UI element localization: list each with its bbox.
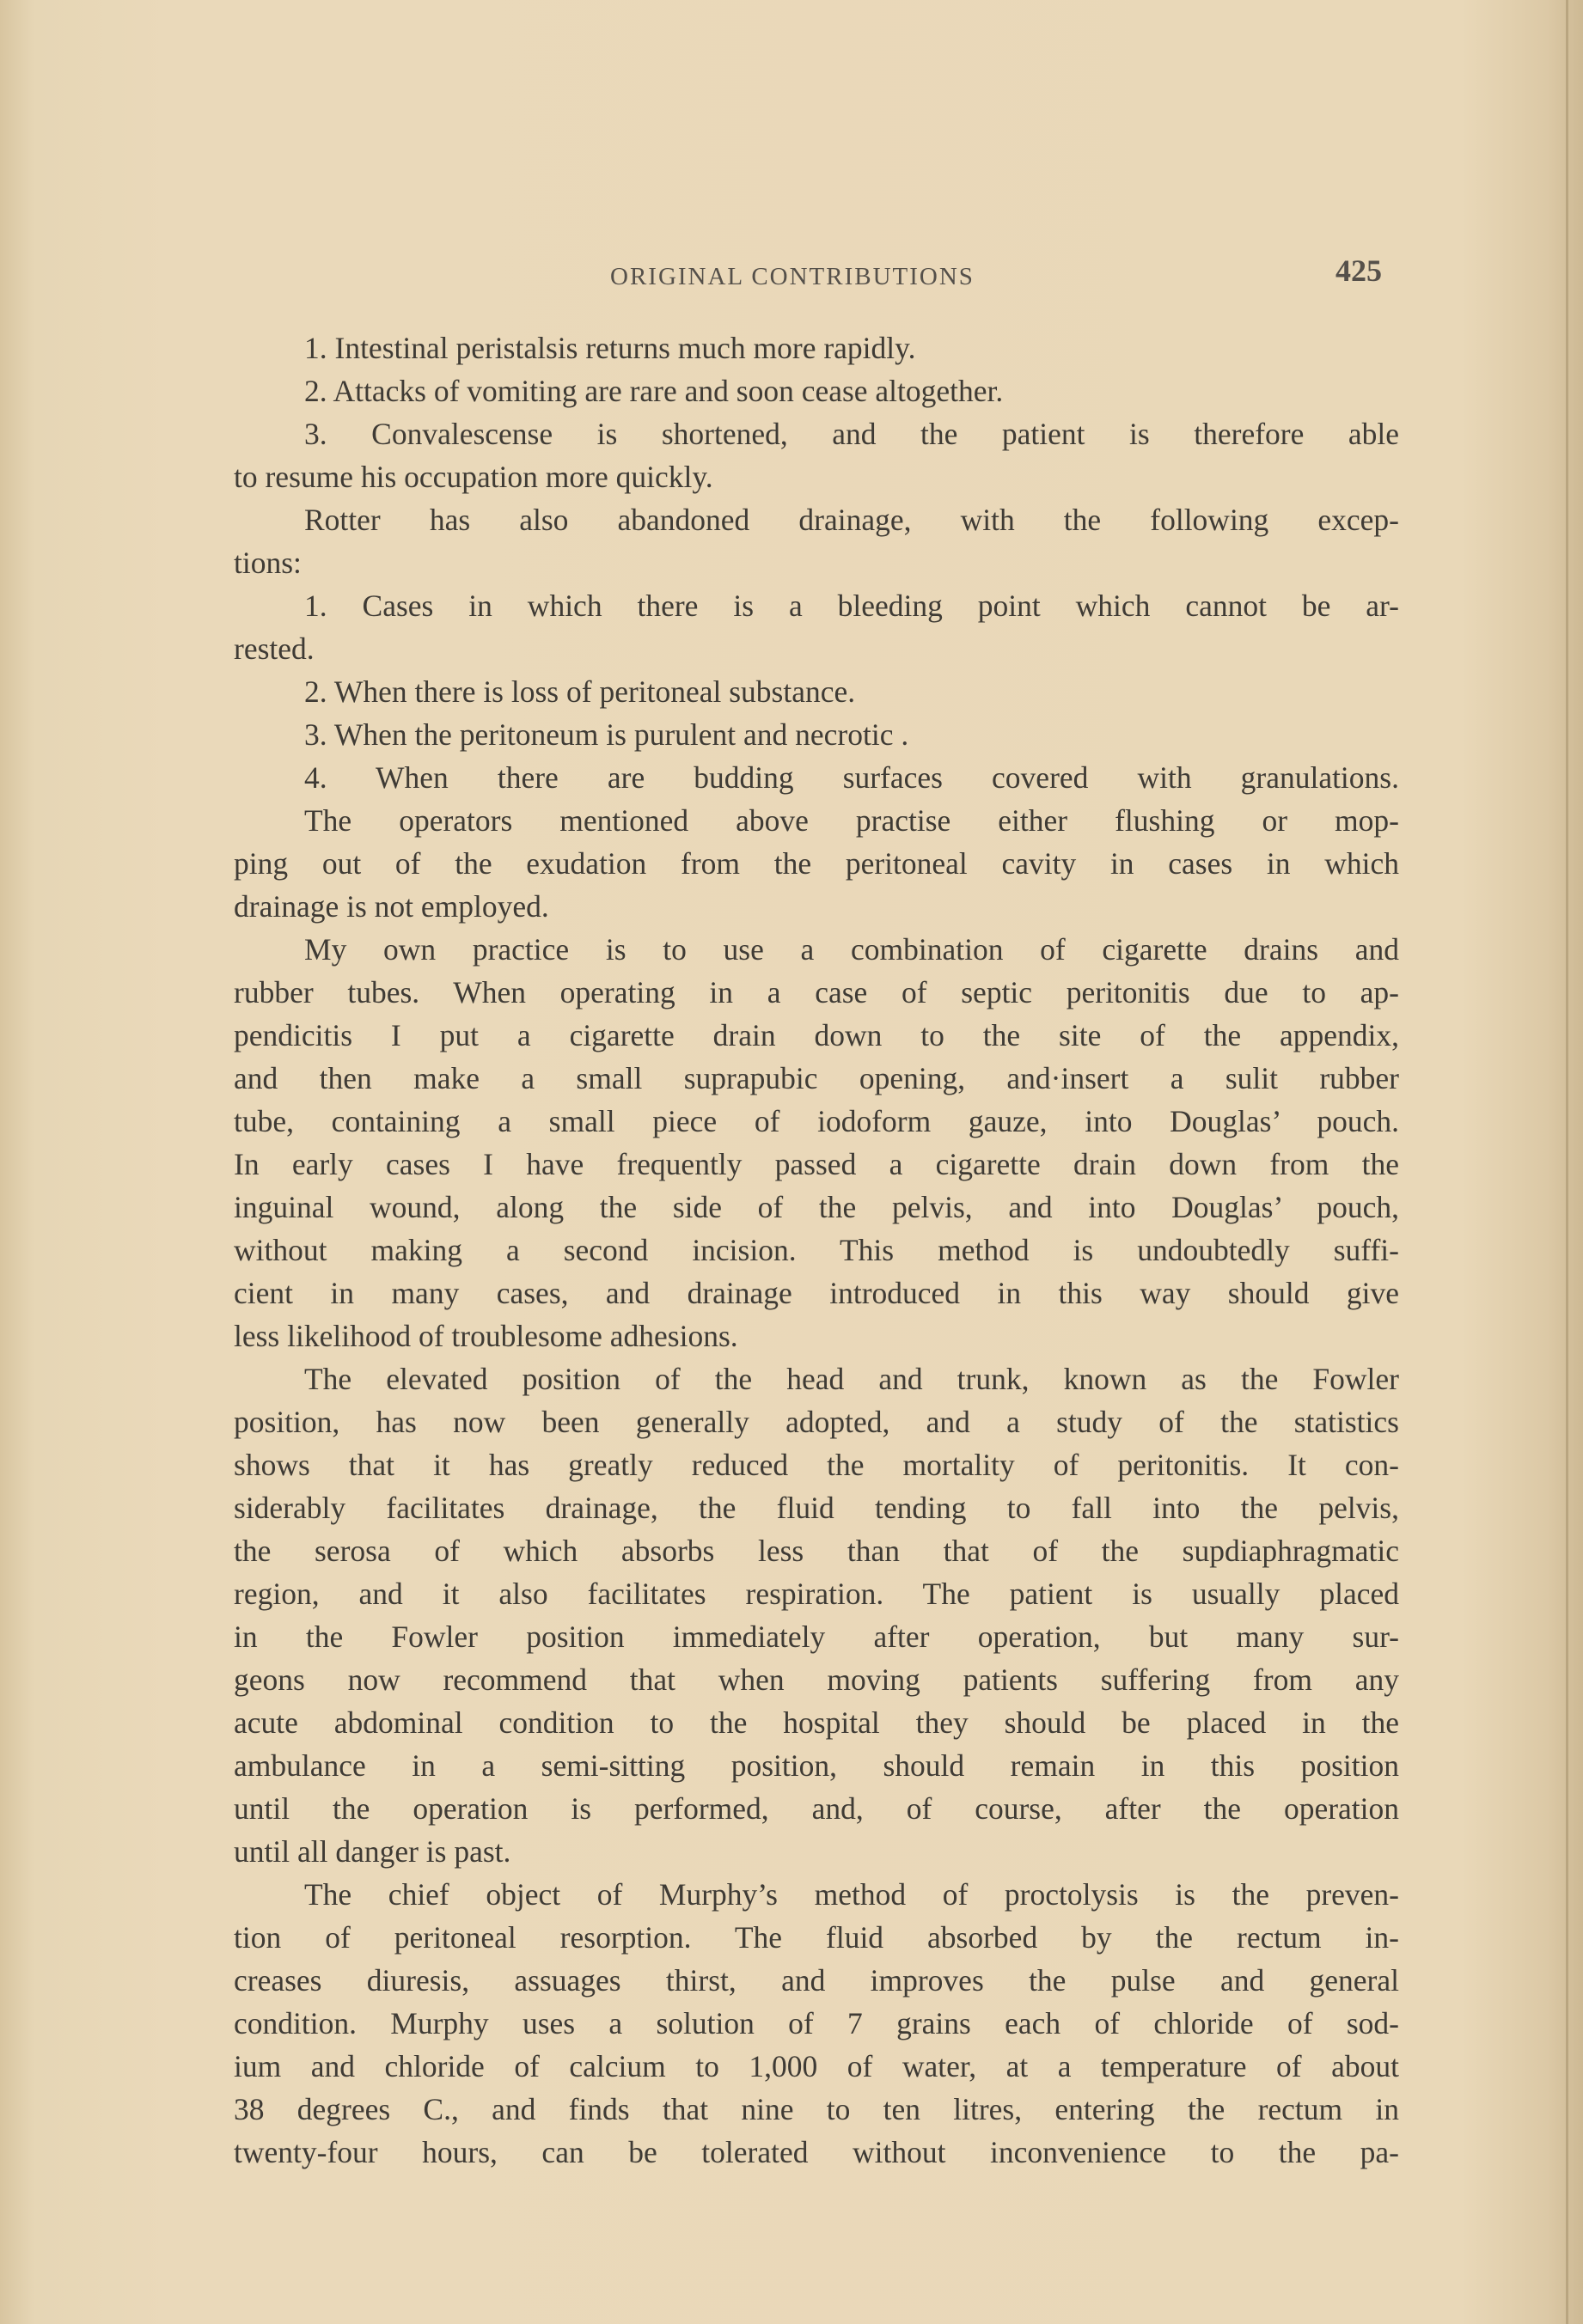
text-line: condition. Murphy uses a solution of 7 grains each of chloride of sod- xyxy=(234,2006,1399,2040)
text-line: 3. When the peritoneum is purulent and necrotic . xyxy=(304,717,909,752)
text-line: rested. xyxy=(234,631,315,666)
page-edge xyxy=(1566,0,1568,2324)
text-line: The operators mentioned above practise either flushing or mop- xyxy=(304,803,1399,838)
text-line: shows that it has greatly reduced the mortality of peritonitis. It con- xyxy=(234,1448,1399,1482)
text-line: until the operation is performed, and, of course, after the operation xyxy=(234,1791,1399,1826)
text-line: pendicitis I put a cigarette drain down to the site of the appendix, xyxy=(234,1018,1399,1052)
text-line: the serosa of which absorbs less than that of the supdiaphragmatic xyxy=(234,1534,1399,1568)
text-line: drainage is not employed. xyxy=(234,889,549,924)
page-header xyxy=(232,251,1401,302)
text-line: and then make a small suprapubic opening, and·insert a sulit rubber xyxy=(234,1061,1399,1095)
text-line: In early cases I have frequently passed a cigarette drain down from the xyxy=(234,1147,1399,1181)
text-line: rubber tubes. When operating in a case of septic peritonitis due to ap- xyxy=(234,975,1399,1010)
text-line: 38 degrees C., and finds that nine to ten litres, entering the rectum in xyxy=(234,2092,1399,2126)
text-line: 4. When there are budding surfaces covered with granulations. xyxy=(304,760,1399,795)
text-line: geons now recommend that when moving patients suffering from any xyxy=(234,1662,1399,1697)
text-line: creases diuresis, assuages thirst, and improves the pulse and general xyxy=(234,1963,1399,1998)
text-line: twenty-four hours, can be tolerated without inconvenience to the pa- xyxy=(234,2135,1399,2169)
running-title: ORIGINAL CONTRIBUTIONS xyxy=(610,263,975,290)
text-line: tions: xyxy=(234,546,302,580)
text-line: 2. When there is loss of peritoneal substance. xyxy=(304,674,856,709)
text-line: 1. Cases in which there is a bleeding point which cannot be ar- xyxy=(304,589,1399,623)
text-line: siderably facilitates drainage, the fluid tending to fall into the pelvis, xyxy=(234,1491,1399,1525)
text-line: without making a second incision. This method is undoubtedly suffi- xyxy=(234,1233,1399,1267)
text-line: 1. Intestinal peristalsis returns much more rapidly. xyxy=(304,331,916,365)
text-line: 3. Convalescense is shortened, and the patient is therefore able xyxy=(304,417,1399,451)
text-line: acute abdominal condition to the hospital they should be placed in the xyxy=(234,1705,1399,1740)
text-line: region, and it also facilitates respiration. The patient is usually placed xyxy=(234,1577,1399,1611)
body-text xyxy=(234,326,1399,2174)
text-line: 2. Attacks of vomiting are rare and soon cease altogether. xyxy=(304,374,1004,408)
text-line: in the Fowler position immediately after operation, but many sur- xyxy=(234,1619,1399,1654)
text-line: until all danger is past. xyxy=(234,1834,511,1869)
text-line: ambulance in a semi-sitting position, should remain in this position xyxy=(234,1748,1399,1783)
text-line: tube, containing a small piece of iodoform gauze, into Douglas’ pouch. xyxy=(234,1104,1399,1138)
text-line: tion of peritoneal resorption. The fluid absorbed by the rectum in- xyxy=(234,1920,1399,1955)
text-line: ping out of the exudation from the peritoneal cavity in cases in which xyxy=(234,846,1399,881)
text-line: Rotter has also abandoned drainage, with the following excep- xyxy=(304,503,1399,537)
text-line: cient in many cases, and drainage introduced in this way should give xyxy=(234,1276,1399,1310)
page-number: 425 xyxy=(1335,253,1382,288)
text-line: position, has now been generally adopted, and a study of the statistics xyxy=(234,1405,1399,1439)
text-line: My own practice is to use a combination of cigarette drains and xyxy=(304,932,1399,967)
text-line: The elevated position of the head and trunk, known as the Fowler xyxy=(304,1362,1399,1396)
text-line: inguinal wound, along the side of the pelvis, and into Douglas’ pouch, xyxy=(234,1190,1399,1224)
text-line: less likelihood of troublesome adhesions. xyxy=(234,1319,738,1353)
text-line: The chief object of Murphy’s method of proctolysis is the preven- xyxy=(304,1877,1399,1912)
text-line: ium and chloride of calcium to 1,000 of water, at a temperature of about xyxy=(234,2049,1399,2083)
text-line: to resume his occupation more quickly. xyxy=(234,460,713,494)
